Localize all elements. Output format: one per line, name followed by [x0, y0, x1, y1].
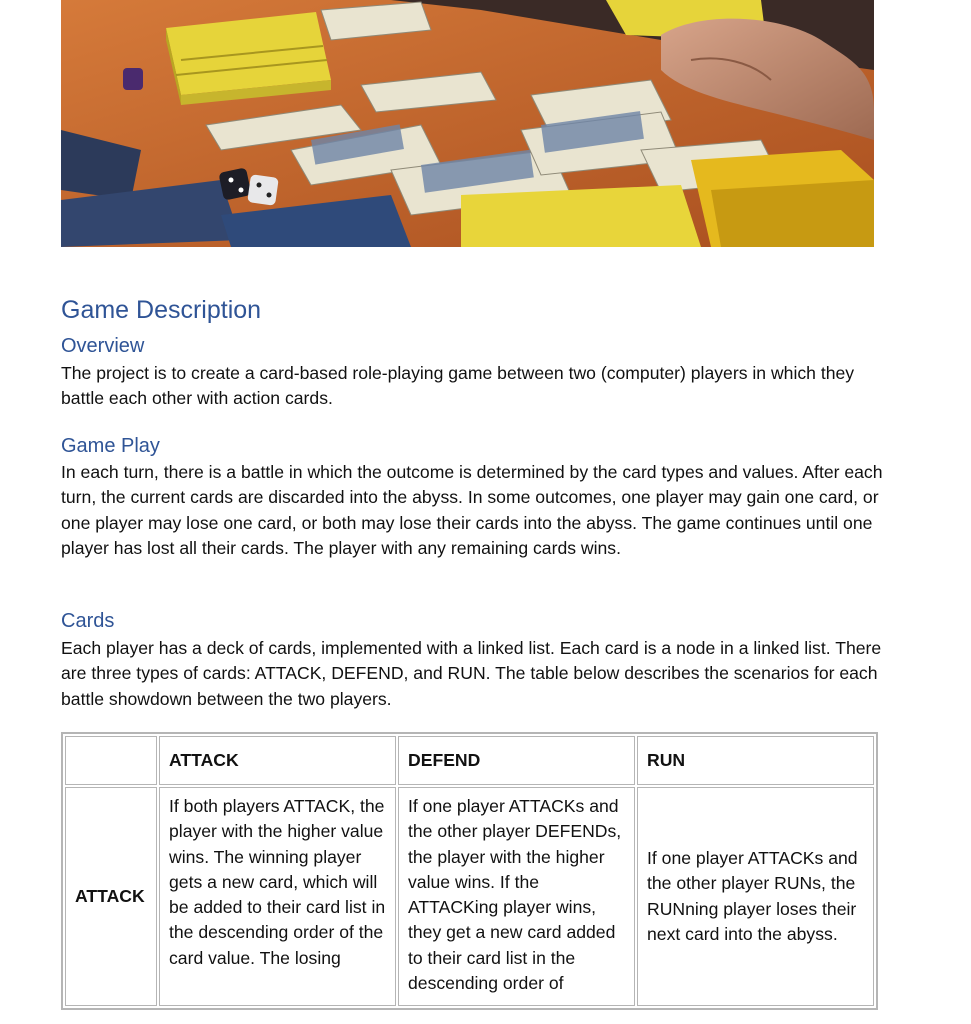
cards-paragraph: Each player has a deck of cards, implemented with a linked list. Each card is a node in a linked list. There are three types of cards: ATTACK, DEFEND, and RUN. The table below describes the scenarios for each battle showdown between the two players. — [61, 638, 882, 709]
overview-heading: Overview — [61, 335, 145, 357]
cell-attack-run: If one player ATTACKs and the other player RUNs, the RUNning player loses their next card into the abyss. — [637, 787, 874, 1006]
overview-paragraph: The project is to create a card-based role-playing game between two (computer) players in which they battle each other with action cards. — [61, 363, 855, 409]
battle-scenarios-table — [61, 732, 878, 1010]
page-title: Game Description — [61, 296, 262, 324]
column-header-run: RUN — [637, 736, 874, 785]
table-corner-cell — [65, 736, 157, 785]
gameplay-paragraph: In each turn, there is a battle in which the outcome is determined by the card types and values. After each turn, the current cards are discarded into the abyss. In some outcomes, one player may gain one card, or one player may lose one card, or both may lose their cards into the abyss. The game continues until one player has lost all their cards. The player with any remaining cards wins. — [61, 462, 883, 558]
table-header-row — [65, 736, 874, 785]
gameplay-heading: Game Play — [61, 435, 160, 457]
yellow-card-stack — [166, 12, 331, 105]
cell-attack-attack: If both players ATTACK, the player with the higher value wins. The winning player gets a new card, which will be added to their card list in the descending order of the card value. The losing — [159, 787, 396, 1006]
table-row — [65, 787, 874, 1006]
card-game-photo — [61, 0, 874, 247]
column-header-attack: ATTACK — [159, 736, 396, 785]
row-header-attack: ATTACK — [65, 787, 157, 1006]
column-header-defend: DEFEND — [398, 736, 635, 785]
cell-attack-defend: If one player ATTACKs and the other player DEFENDs, the player with the higher value wins. If the ATTACKing player wins, they get a new card added to their card list in the descending order of — [398, 787, 635, 1006]
cards-heading: Cards — [61, 610, 115, 632]
